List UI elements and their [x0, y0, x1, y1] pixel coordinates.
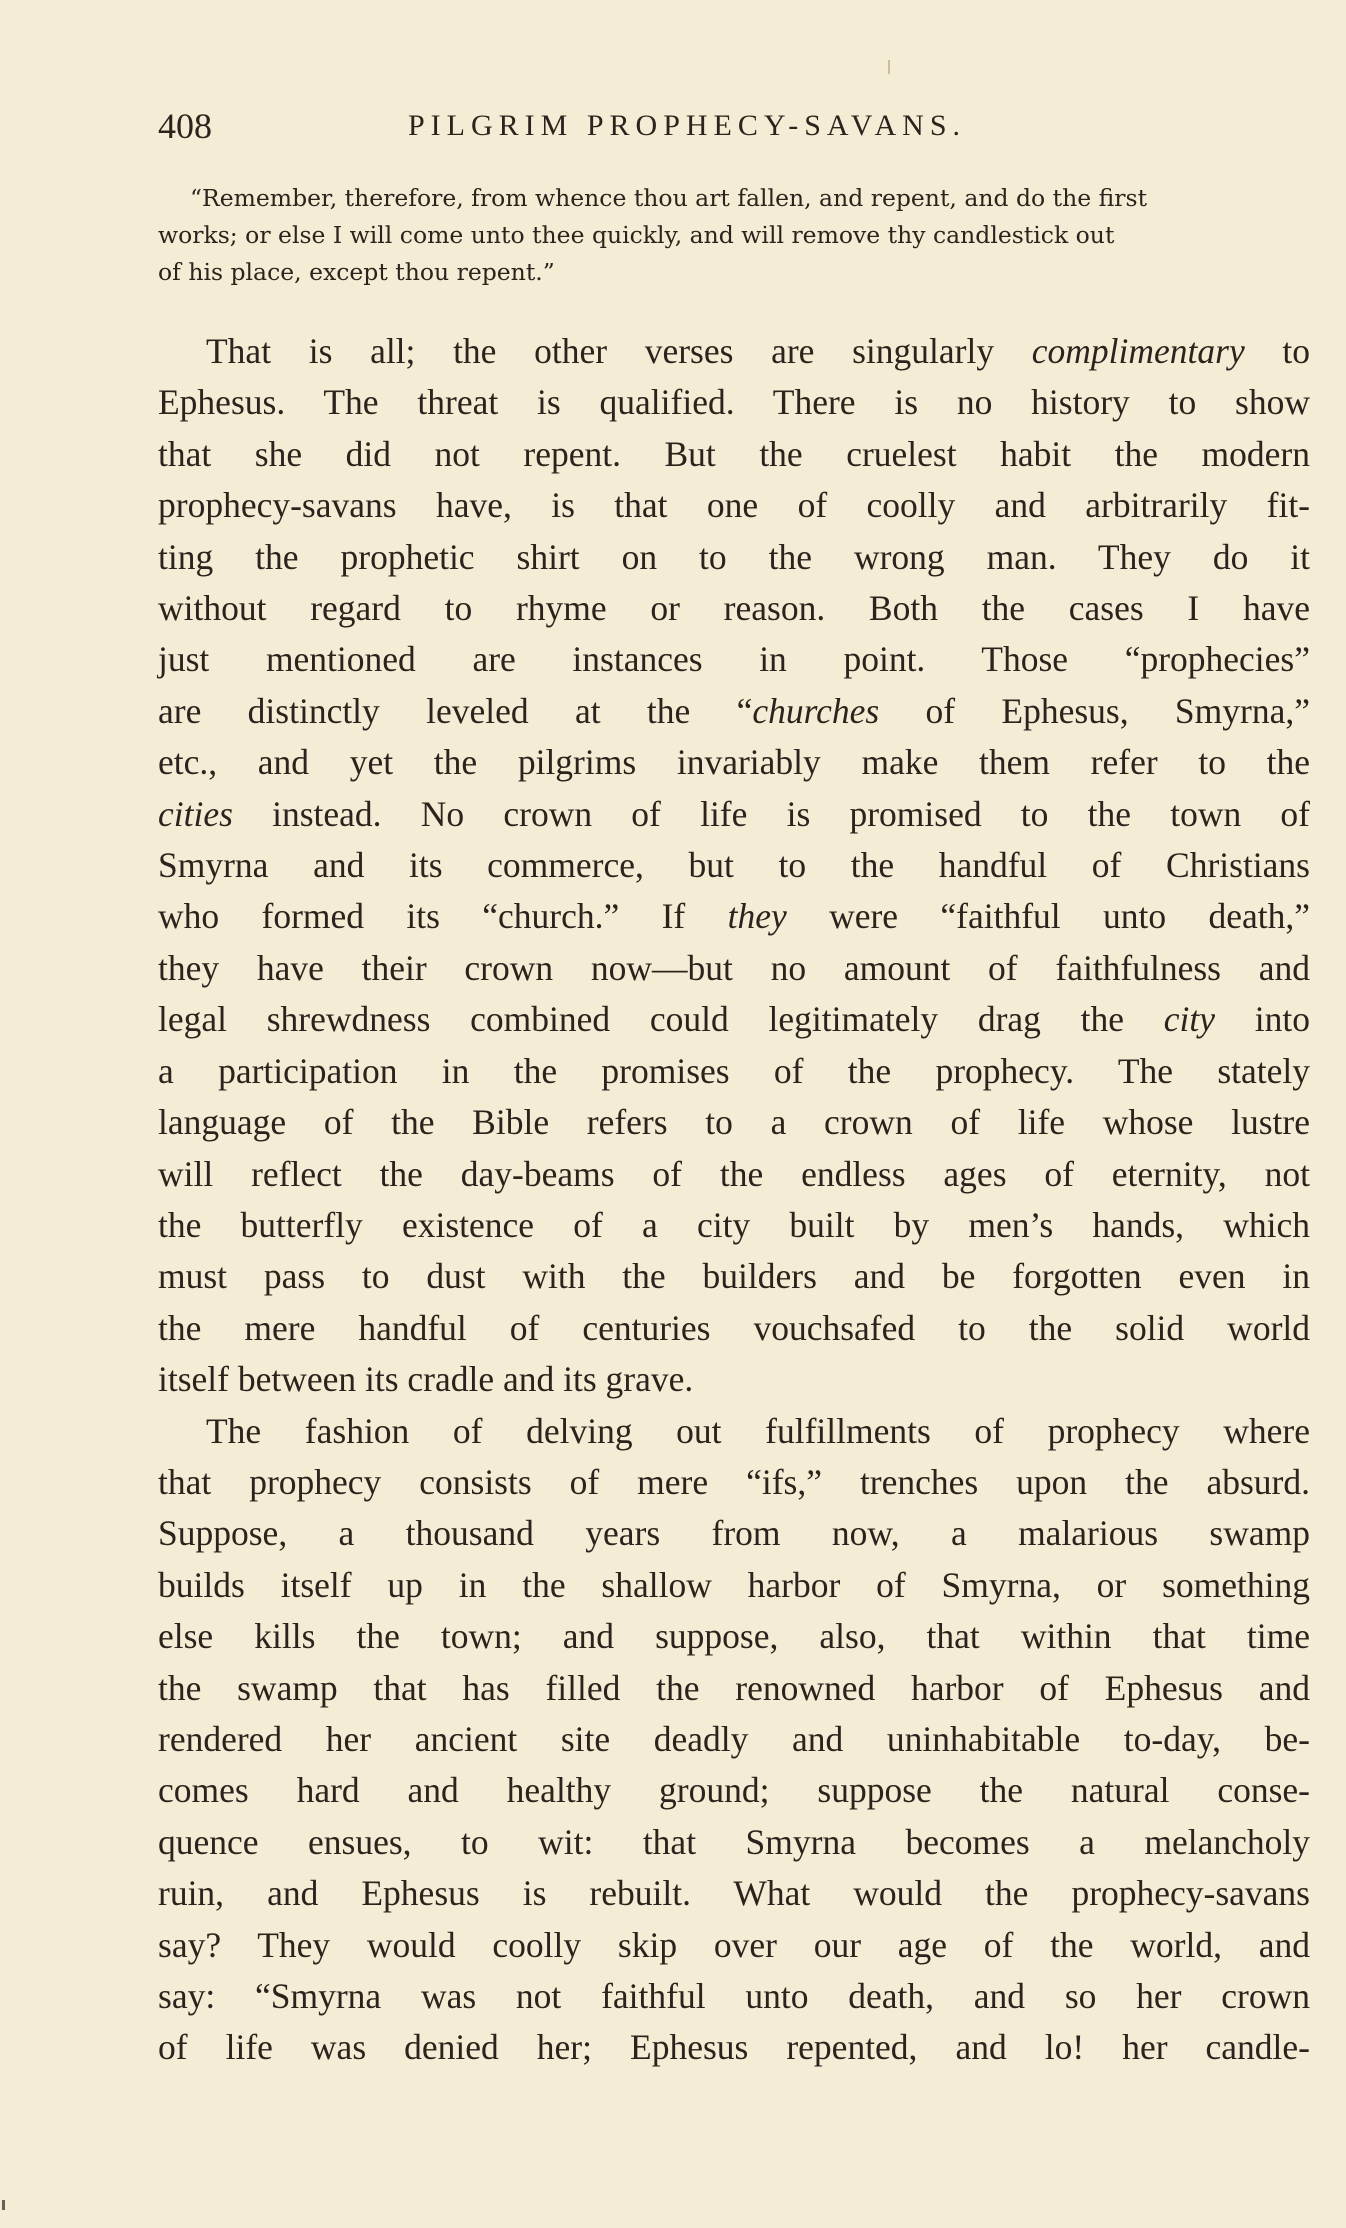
text-line — [158, 1714, 1310, 1765]
text-line — [158, 1354, 1310, 1405]
text-line — [158, 789, 1310, 840]
running-title: PILGRIM PROPHECY-SAVANS. — [408, 109, 967, 142]
text-segment: to — [1244, 331, 1310, 371]
text-segment: legal shrewdness combined could legitimately drag the — [158, 999, 1164, 1040]
text-segment: That is all; the other verses are singularly — [206, 331, 1032, 371]
text-segment: say? They would coolly skip over our age of the world, and — [158, 1924, 1310, 1965]
paragraph — [158, 1406, 1310, 2074]
text-segment: Suppose, a thousand years from now, a malarious swamp — [158, 1513, 1310, 1554]
italic-word: churches — [752, 690, 880, 731]
text-line — [158, 1406, 1310, 1457]
text-line — [158, 1868, 1310, 1919]
text-segment: of life was denied her; Ephesus repented, and lo! her candle- — [158, 2027, 1310, 2068]
text-segment: the butterfly existence of a city built by men’s hands, which — [158, 1204, 1310, 1245]
text-line — [158, 480, 1310, 531]
text-line — [158, 1046, 1310, 1097]
text-segment: that she did not repent. But the cruelest habit the modern — [158, 433, 1310, 474]
text-segment: language of the Bible refers to a crown of life whose lustre — [158, 1102, 1310, 1143]
text-segment: itself between its cradle and its grave. — [158, 1359, 694, 1400]
text-segment: they have their crown now—but no amount of faithfulness and — [158, 947, 1310, 988]
text-segment: the mere handful of centuries vouchsafed to the solid world — [158, 1307, 1310, 1348]
text-segment: Smyrna and its commerce, but to the handful of Christians — [158, 845, 1310, 886]
text-segment: will reflect the day-beams of the endless ages of eternity, not — [158, 1153, 1310, 1194]
text-line — [158, 1303, 1310, 1354]
italic-word: cities — [158, 793, 233, 834]
text-segment: into — [1215, 999, 1310, 1040]
page-blemish — [888, 60, 890, 74]
text-line — [158, 994, 1310, 1045]
quote-line: “Remember, therefore, from whence thou art fallen, and repent, and do the first — [190, 184, 1148, 212]
text-segment: instead. No crown of life is promised to the town of — [232, 793, 1310, 834]
text-segment: that prophecy consists of mere “ifs,” trenches upon the absurd. — [158, 1461, 1310, 1502]
text-line — [158, 891, 1310, 942]
text-segment: of Ephesus, Smyrna,” — [879, 690, 1310, 731]
text-line — [158, 1663, 1310, 1714]
text-line — [158, 1097, 1310, 1148]
text-segment: ting the prophetic shirt on to the wrong man. They do it — [158, 536, 1310, 577]
page-header — [158, 96, 1308, 156]
text-line — [158, 532, 1310, 583]
text-segment: without regard to rhyme or reason. Both the cases I have — [158, 588, 1310, 629]
quote-line: works; or else I will come unto thee quickly, and will remove thy candlestick out — [158, 221, 1115, 249]
text-line — [158, 1560, 1310, 1611]
text-line — [158, 1971, 1310, 2022]
text-line — [158, 634, 1310, 685]
text-line — [158, 1920, 1310, 1971]
text-line — [158, 840, 1310, 891]
body-text — [158, 326, 1310, 2074]
text-line — [158, 1508, 1310, 1559]
page-blemish — [2, 2200, 5, 2210]
text-line — [158, 1251, 1310, 1302]
italic-word: they — [727, 896, 787, 937]
text-line — [158, 326, 1310, 377]
text-segment: The fashion of delving out fulfillments of prophecy where — [206, 1410, 1310, 1451]
text-line — [158, 429, 1310, 480]
text-segment: prophecy-savans have, is that one of coolly and arbitrarily fit- — [158, 485, 1310, 526]
page-number: 408 — [158, 106, 212, 146]
text-segment: Ephesus. The threat is qualified. There is no history to show — [158, 382, 1310, 423]
text-segment: ruin, and Ephesus is rebuilt. What would the prophecy-savans — [158, 1873, 1310, 1914]
text-line — [158, 1149, 1310, 1200]
quote-line: of his place, except thou repent.” — [158, 258, 555, 286]
text-segment: who formed its “church.” If — [158, 896, 728, 937]
text-segment: are distinctly leveled at the “ — [158, 690, 753, 731]
italic-word: city — [1163, 999, 1216, 1040]
text-segment: just mentioned are instances in point. Those “prophecies” — [158, 639, 1310, 680]
text-line — [158, 1765, 1310, 1816]
text-line — [158, 737, 1310, 788]
text-segment: else kills the town; and suppose, also, that within that time — [158, 1616, 1310, 1657]
text-segment: builds itself up in the shallow harbor of Smyrna, or something — [158, 1564, 1310, 1605]
text-line — [158, 2022, 1310, 2073]
text-segment: were “faithful unto death,” — [786, 896, 1310, 937]
text-segment: rendered her ancient site deadly and uninhabitable to-day, be- — [158, 1718, 1310, 1759]
scripture-quote — [158, 180, 1310, 291]
text-line — [158, 686, 1310, 737]
text-segment: must pass to dust with the builders and be forgotten even in — [158, 1256, 1310, 1297]
text-segment: quence ensues, to wit: that Smyrna becomes a melancholy — [158, 1821, 1310, 1862]
text-line — [158, 377, 1310, 428]
text-segment: a participation in the promises of the prophecy. The stately — [158, 1050, 1310, 1091]
italic-word: complimentary — [1031, 331, 1245, 371]
text-segment: say: “Smyrna was not faithful unto death, and so her crown — [158, 1976, 1310, 2016]
text-line — [158, 583, 1310, 634]
paragraph — [158, 326, 1310, 1406]
text-line — [158, 1200, 1310, 1251]
text-line — [158, 1817, 1310, 1868]
text-segment: comes hard and healthy ground; suppose the natural conse- — [158, 1770, 1310, 1811]
text-line — [158, 943, 1310, 994]
text-line — [158, 1457, 1310, 1508]
text-line — [158, 1611, 1310, 1662]
text-segment: etc., and yet the pilgrims invariably make them refer to the — [158, 742, 1310, 783]
text-segment: the swamp that has filled the renowned harbor of Ephesus and — [158, 1667, 1310, 1708]
